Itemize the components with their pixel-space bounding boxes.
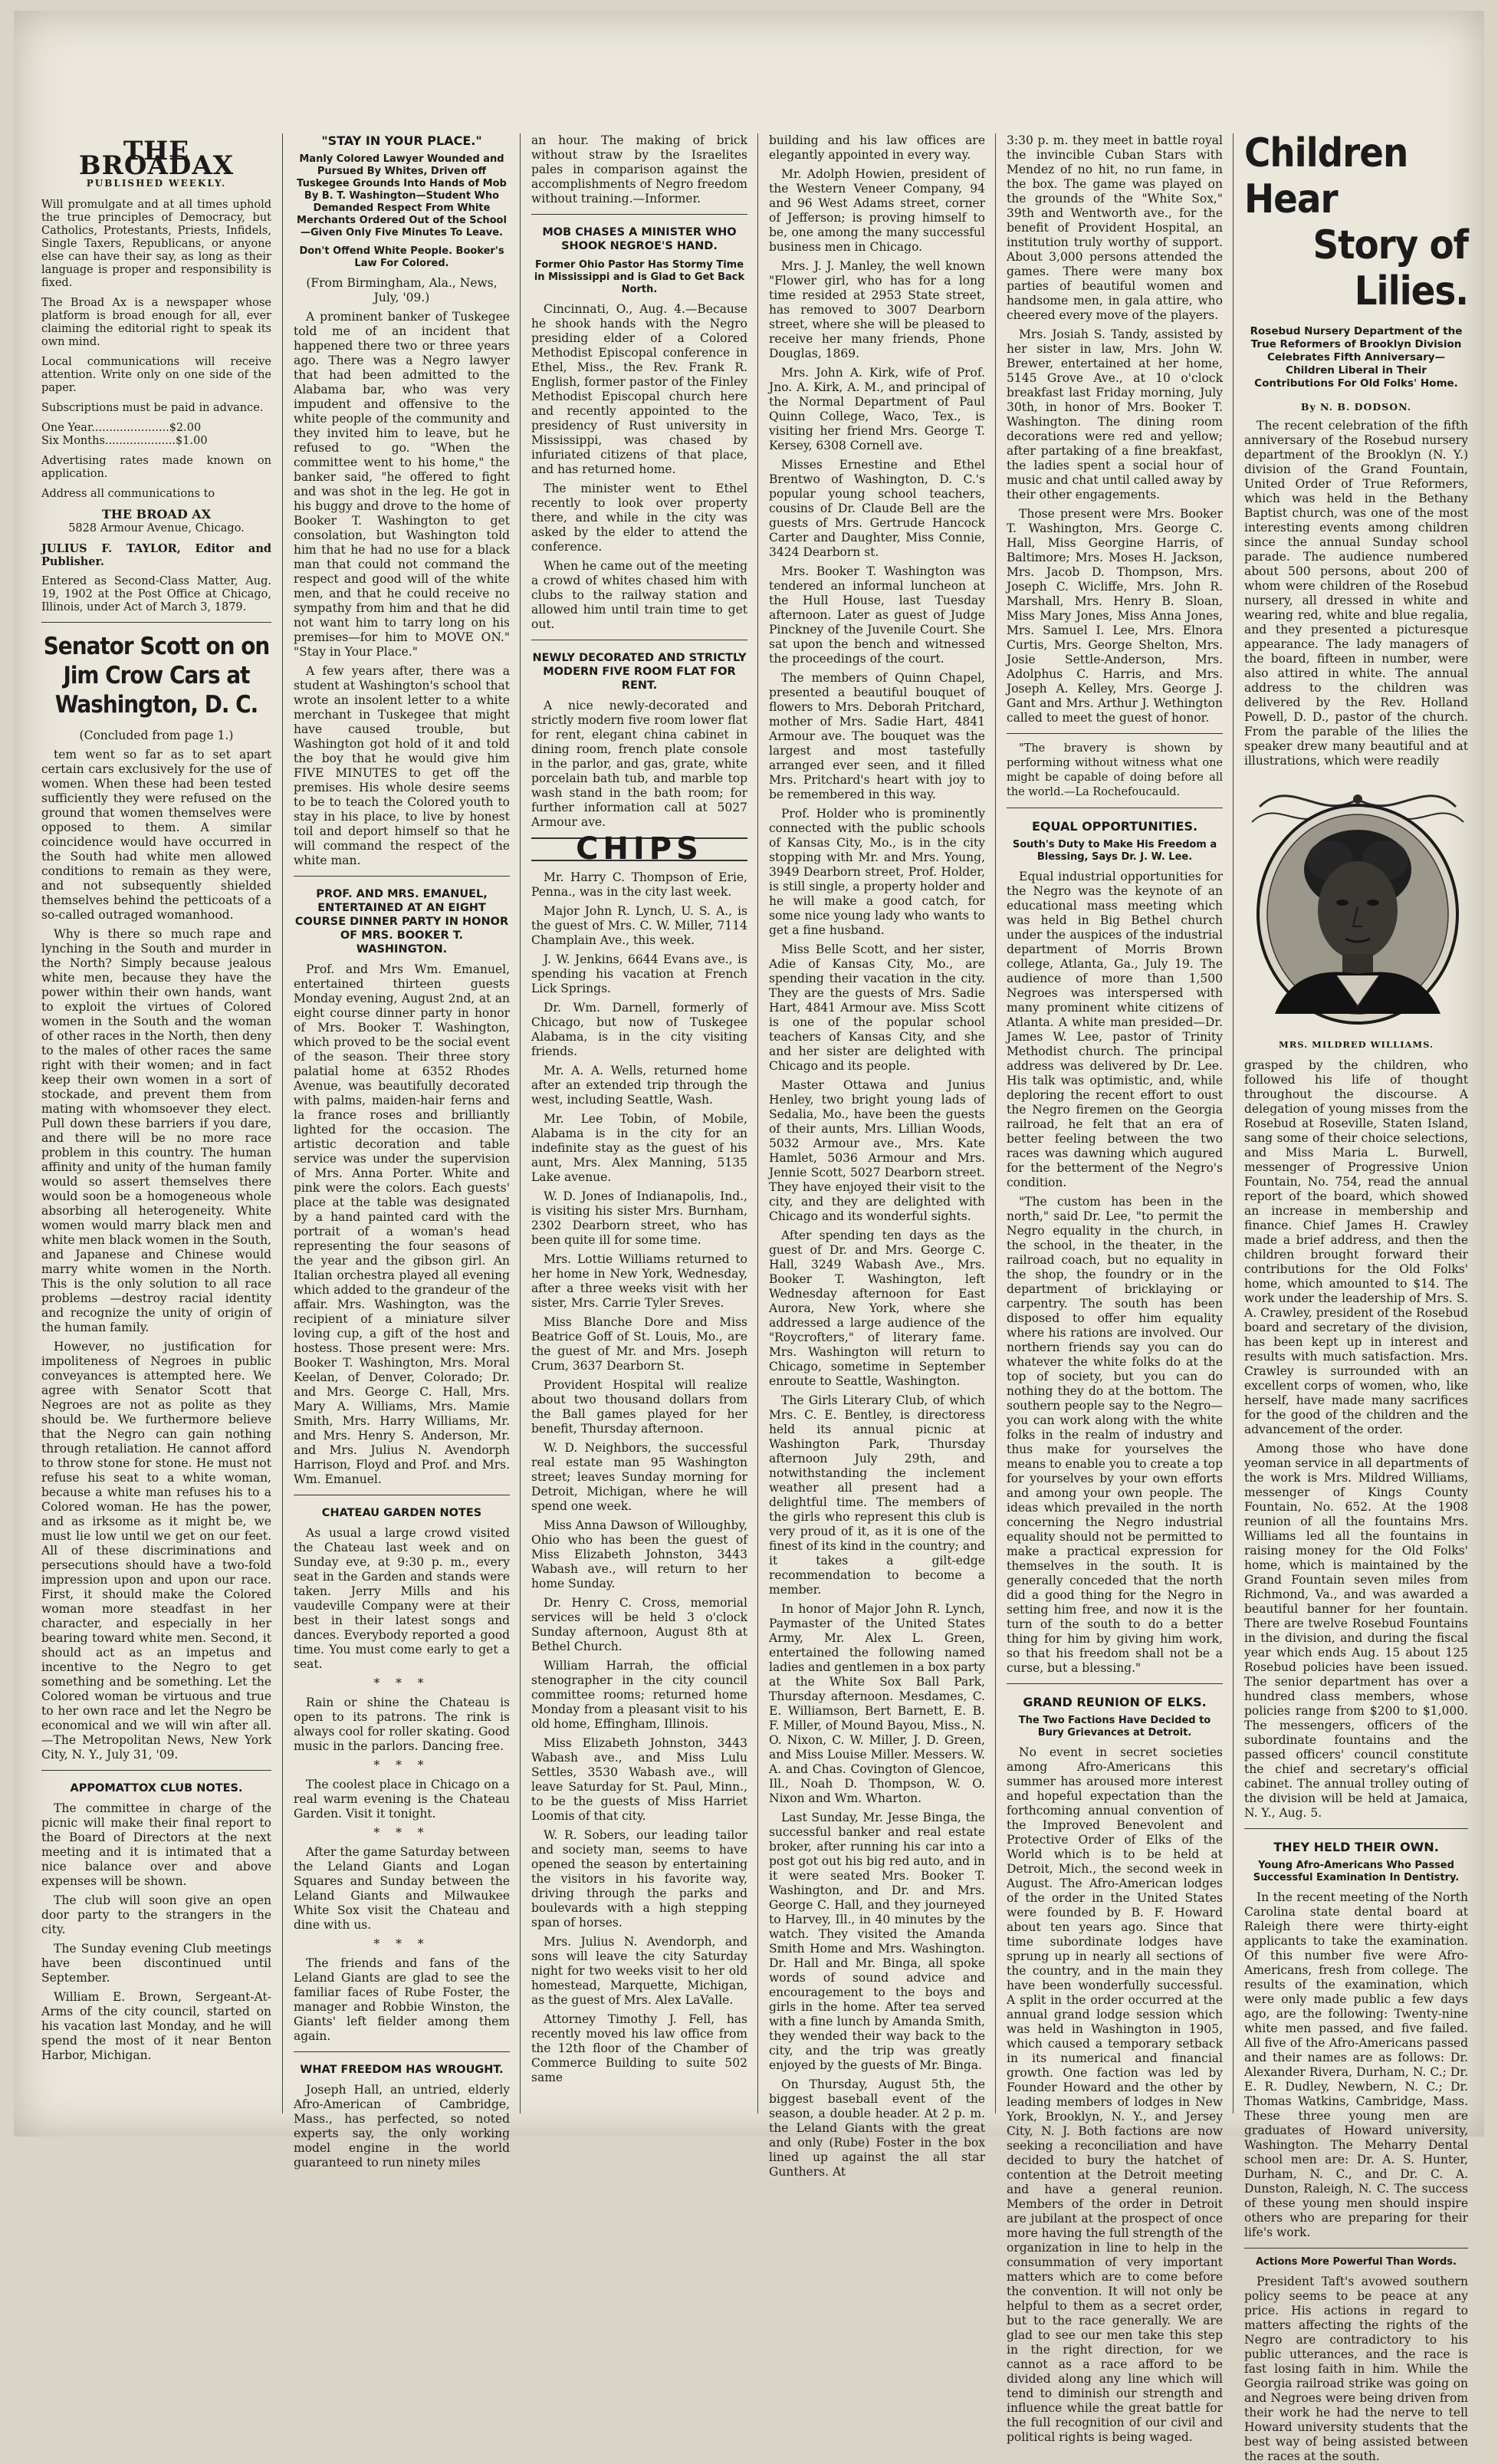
article-paragraph: Equal industrial opportunities for the Negro was the keynote of an educational mass meeting which was held in Big Bethel church under the auspices of the industrial department of Morris Brown college, Atlanta, Ga., July 19. The audience of more than 1,500 Negroes was interspersed with many prominent white citizens of Atlanta. A white man presided—Dr. James W. Lee, pastor of Trinity Methodist church. The principal address was delivered by Dr. Lee. His talk was optimistic, and, while deploring the recent effort to oust the Negro firemen on the Georgia railroad, he felt that an era of better feeling between the two races was dawning which augured for the betterment of the Negro's condition. [1007,870,1223,1189]
column-3 [531,133,747,2114]
chip-item: On Thursday, August 5th, the biggest baseball event of the season, a double header. At 2 p. m. the Leland Giants with the great and only (Rube) Foster in the box lined up against the all star Gunthers. At [769,2077,985,2179]
article-paragraph: The club will soon give an open door party to the strangers in the city. [41,1893,271,1936]
article-paragraph: an hour. The making of brick without straw by the Israelites pales in comparison against the accomplishments of Negro freedom without training.—Informer. [531,133,747,206]
article-paragraph: No event in secret societies among Afro-Americans this summer has aroused more interest and hopeful expectation than the forthcoming annual convention of the Improved Benevolent and Protective Order of Elks of the World which is to be held at Detroit, Mich., the second week in August. The Afro-American lodges of the order in the United States were founded by B. F. Howard about ten years ago. Since that time subordinate lodges have sprung up in nearly all sections of the country, and in the main they have been wonderfully successful. A split in the order occurred at the annual grand lodge session which was held in Washington in 1905, which caused a temporary setback in its numerical and financial growth. One faction was led by Founder Howard and the other by leading members of lodges in New York, Brooklyn, N. Y., and Jersey City, N. J. Both factions are now seeking a reconciliation and have decided to bury the hatchet of contention at the Detroit meeting and have a general reunion. Members of the order in Detroit are jubilant at the prospect of once more having the full strength of the organization in line to help in the consummation of very important matters which are to come before the convention. It will not only be helpful to them as a secret order, but to the race generally. We are glad to see our men take this step in the right direction, for we cannot as a race afford to be divided along any line which will tend to diminish our strength and influence while the great battle for the full recognition of our civil and political rights is being waged. [1007,1745,1223,2444]
divider [1244,1828,1468,1829]
chip-item: Major John R. Lynch, U. S. A., is the guest of Mrs. C. W. Miller, 7114 Champlain Ave., this week. [531,904,747,947]
portrait-caption: MRS. MILDRED WILLIAMS. [1278,1039,1434,1050]
chip-item: Miss Elizabeth Johnston, 3443 Wabash ave., and Miss Lulu Settles, 3530 Wabash ave., will leave Saturday for St. Paul, Minn., to be the guests of Miss Harriet Loomis of that city. [531,1736,747,1823]
separator: * * * [373,1758,430,1772]
info-text: Local communications will receive attention. Write only on one side of the paper. [41,356,271,394]
column-4 [769,133,985,2179]
article-paragraph: In the recent meeting of the North Carolina state dental board at Raleigh there were thirty-eight applicants to take the examination. Of this number five were Afro-Americans, fresh from college. The results of the examination, which were only made public a few days ago, are the following: Twenty-nine white men passed, and five failed. All five of the Afro-Americans passed and their names are as follows: Dr. Alexander Rivera, Durham, N. C.; Dr. E. R. Dudley, Newbern, N. C.; Dr. Thomas Watkins, Cambridge, Mass. These three young men are graduates of Howard university, Washington. The Meharry Dental school men are: Dr. A. S. Hunter, Durham, N. C., and Dr. C. A. Dunston, Raleigh, N. C. The success of these young men should inspire others who are preparing for their life's work. [1244,1890,1468,2239]
chip-item: William Harrah, the official stenographer in the city council committee rooms; returned home Monday from a pleasant visit to his old home, Effingham, Illinois. [531,1659,747,1731]
chip-item: Mrs. Lottie Williams returned to her home in New York, Wednesday, after a three weeks visit with her sister, Mrs. Carrie Tyler Sreves. [531,1252,747,1310]
chip-item: Mr. Adolph Howien, president of the Western Veneer Company, 94 and 96 West Adams street, corner of Jefferson; is proving himself to be, one among the many successful business men in Chicago. [769,167,985,254]
divider [531,214,747,215]
headline-line: Story of Lilies. [1312,222,1468,314]
portrait-image [1244,776,1471,1029]
info-text: Subscriptions must be paid in advance. [41,402,264,414]
column-rule [995,133,996,2114]
subhead: Manly Colored Lawyer Wounded and Pursued By Whites, Driven off Tuskegee Grounds Into Hands of Mob By B. T. Washington—Student Who Demanded Respect From White Merchants Ordered Out of the School—Given Only Five Minutes To Leave. [297,153,507,239]
article-paragraph: The friends and fans of the Leland Giants are glad to see the familiar faces of Rube Foster, the manager and Robbie Winston, the Giants' left fielder among them again. [294,1956,510,2043]
chip-item: After spending ten days as the guest of Dr. and Mrs. George C. Hall, 3249 Wabash Ave., Mrs. Booker T. Washington, left Wednesday afternoon for East Aurora, New York, where she addressed a large audience of the "Roycrofters," of literary fame. Mrs. Washington will return to Chicago, sometime in September enroute to Seattle, Washington. [769,1229,985,1388]
chip-item: Mrs. Julius N. Avendorph, and sons will leave the city Saturday night for two weeks visit to her old homestead, Marquette, Michigan, as the guest of Mrs. Alex LaValle. [531,1935,747,2007]
article-paragraph: However, no justification for impoliteness of Negroes in public conveyances is attempted here. We agree with Senator Scott that Negroes are not as polite as they should be. We furthermore believe that the Negro can gain nothing through retaliation. He cannot afford to throw stone for stone. He must not refuse his seat to a white woman, because a white man refuses his to a Colored woman. He has the power, and as irksome as it might be, we must lie low until we get on our feet. All of these discriminations and persecutions should have a two-fold impression upon and upon our race. First, it should make the Colored woman more steadfast in her character, and especially in her bearing toward white men. Second, it should act as an impetus and incentive to the Negro to get something and be something. Let the Colored woman be virtuous and true to her own race and let the Negro be economical and we will win after all.—The Metropolitan News, New York City, N. Y., July 31, '09. [41,1340,271,1762]
chip-item: W. D. Jones of Indianapolis, Ind., is visiting his sister Mrs. Burnham, 2302 Dearborn street, who has been quite ill for some time. [531,1189,747,1247]
chip-item: Mr. Lee Tobin, of Mobile, Alabama is in the city for an indefinite stay as the guest of his aunt, Mrs. Alex Manning, 5135 Lake avenue. [531,1112,747,1184]
divider [41,622,271,623]
byline: By N. B. DODSON. [1300,401,1412,413]
subhead: The Two Factions Have Decided to Bury Grievances at Detroit. [1018,1715,1211,1739]
column-rule [520,133,521,2114]
info-text: Six Months....................$1.00 [41,435,208,447]
info-text: Will promulgate and at all times uphold the true principles of Democracy, but Catholics, Protestants, Priests, Infidels, Single Taxers, Republicans, or anyone else can have their say, as long as their language is proper and responsibility is fixed. [41,199,271,289]
headline-mob-chases-minister: MOB CHASES A MINISTER WHO SHOOK NEGROE'S HAND. [542,226,737,252]
chip-item: Mr. A. A. Wells, returned home after an extended trip through the west, including Seattle, Wash. [531,1064,747,1107]
column-6 [1244,126,1468,2463]
column-rule [1233,133,1234,2114]
chip-item: Mr. Harry C. Thompson of Erie, Penna., was in the city last week. [531,870,747,899]
chip-item: W. D. Neighbors, the successful real estate man 95 Washington street; leaves Sunday morning for Detroit, Michigan, where he will spend one week. [531,1441,747,1513]
article-paragraph: grasped by the children, who followed his life of thought throughout the discourse. A delegation of young misses from the Rosebud at Roseville, Staten Island, sang some of their choice selections, and Miss Maria L. Burwell, messenger of Progressive Union Fountain, No. 754, read the annual report of the board, which showed an increase in membership and finance. Chief James H. Crawley made a brief address, and then the children brought forward their contributions for the Old Folks' home, which amounted to $14. The work under the leadership of Mrs. S. A. Crawley, president of the Rosebud board and secretary of the division, has been kept up in interest and results with much satisfaction. Mrs. Crawley is surrounded with an excellent corps of women, who, like herself, have made many sacrifices for the good of the children and the advancement of the order. [1244,1058,1468,1436]
article-paragraph: As usual a large crowd visited the Chateau last week and on Sunday eve, at 9:30 p. m., every seat in the Garden and stands were taken. Jerry Mills and his vaudeville Company were at their best in their latest songs and dances. Everybody reported a good time. You must come early to get a seat. [294,1526,510,1671]
article-paragraph: Among those who have done yeoman service in all departments of the work is Mrs. Mildred Williams, messenger of Kings County Fountain, No. 652. At the 1908 reunion of all the fountains Mrs. Williams led all the fountains in raising money for the Old Folks' home, which is maintained by the Grand Fountain seven miles from Richmond, Va., and was awarded a beautiful banner for her fountain. There are twelve Rosebud Fountains in the division, and during the fiscal year which ends Aug. 15 about 125 Rosebud policies have been issued. The senior department has over a hundred class members, whose policies range from $200 to $1,000. The messengers, officers of the subordinate fountains and the passed officers' council constitute the chief and secretary's official cabinet. The annual trolley outing of the division will be held at Jamaica, N. Y., Aug. 5. [1244,1442,1468,1820]
article-paragraph: A few years after, there was a student at Washington's school that wrote an insolent letter to a white merchant in Tuskegee that might have caused trouble, but Washington got hold of it and told the boy that he would give him FIVE MINUTES to get off the premises. His whole desire seems to be to teach the Colored youth to stay in his place, to live by honest toil and deport himself so that he will command the respect of the white man. [294,664,510,867]
subhead: South's Duty to Make His Freedom a Blessing, Says Dr. J. W. Lee. [1012,839,1217,863]
article-paragraph: The minister went to Ethel recently to look over property there, and while in the city was asked by the elder to attend the conference. [531,482,747,554]
chip-item: Mrs. Josiah S. Tandy, assisted by her sister in law, Mrs. John W. Brewer, entertained at her home, 5145 Grove Ave., at 10 o'clock breakfast last Friday morning, July 30th, in honor of Mrs. Booker T. Washington. The dining room decorations were red and yellow; after partaking of a fine breakfast, the ladies spent a social hour of music and chat until called away by their other engagements. [1007,327,1223,502]
quotation: "The bravery is shown by performing without witness what one might be capable of doing before all the world.—La Rochefoucauld. [1007,742,1223,798]
chip-item: In honor of Major John R. Lynch, Paymaster of the United States Army, Mr. Alex L. Green, entertained the following named ladies and gentlemen in a box party at the White Sox Ball Park, Thursday afternoon. Mesdames, C. E. Williamson, Bert Barnett, E. B. F. Miller, of Mound Bayou, Miss., N. O. Nixon, C. W. Miller, J. D. Green, and Miss Louise Miller. Messers. W. A. and Chas. Covington of Glencoe, Ill., Noah D. Thompson, W. O. Nixon and Wm. Wharton. [769,1602,985,1805]
address-street: 5828 Armour Avenue, Chicago. [68,522,245,535]
headline-flat-for-rent: NEWLY DECORATED AND STRICTLY MODERN FIVE ROOM FLAT FOR RENT. [532,652,747,692]
entered-notice: Entered as Second-Class Matter, Aug. 19, 1902 at the Post Office at Chicago, Illinois, under Act of March 3, 1879. [41,575,271,614]
portrait-illustration [1244,776,1471,1033]
chip-item: W. R. Sobers, our leading tailor and society man, seems to have opened the season by entertaining the visitors in his favorite way, driving through the parks and boulevards with a high stepping span of horses. [531,1828,747,1929]
chip-item: Miss Blanche Dore and Miss Beatrice Goff of St. Louis, Mo., are the guest of Mr. and Mrs. Joseph Crum, 3637 Dearborn St. [531,1315,747,1373]
separator: * * * [373,1937,430,1951]
article-paragraph: The Sunday evening Club meetings have been discontinued until September. [41,1942,271,1985]
continuation-note: (Concluded from page 1.) [79,729,234,742]
divider [41,1770,271,1771]
headline-children-hear-lilies [1244,130,1468,314]
divider [1007,733,1223,734]
headline-held-their-own: THEY HELD THEIR OWN. [1273,1840,1439,1854]
headline-freedom-wrought: WHAT FREEDOM HAS WROUGHT. [300,2064,504,2076]
chip-item: Prof. Holder who is prominently connected with the public schools of Kansas City, Mo., is in the city stopping with Mr. and Mrs. Young, 3949 Dearborn street, Prof. Holder, is still single, a property holder and he will make a good catch, for some nice young lady who wants to get a fine husband. [769,807,985,937]
chip-item: Dr. Henry C. Cross, memorial services will be held 3 o'clock Sunday afternoon, August 8th at Bethel Church. [531,1596,747,1653]
publisher-info [41,199,271,614]
separator: * * * [373,1826,430,1840]
newspaper-page [14,11,1484,2463]
article-paragraph: After the game Saturday between the Leland Giants and Logan Squares and Sunday between the Leland Giants and Milwaukee White Sox visit the Chateau and dine with us. [294,1845,510,1932]
published-weekly: PUBLISHED WEEKLY. [86,178,227,189]
info-text: The Broad Ax is a newspaper whose platform is broad enough for all, ever claiming the editorial right to speak its own mind. [41,297,271,348]
headline-emanuel-dinner: PROF. AND MRS. EMANUEL, ENTERTAINED AT AN EIGHT COURSE DINNER PARTY IN HONOR OF MRS. BOOKER T. WASHINGTON. [294,888,509,956]
article-paragraph: Cincinnati, O., Aug. 4.—Because he shook hands with the Negro presiding elder of a Colored Methodist Episcopal conference in Ethel, Miss., the Rev. Frank R. English, former pastor of the Finley Methodist Episcopal church here and recently appointed to the presidency of Rust university in Mississippi, was chased by infuriated citizens of that place, and has returned home. [531,302,747,476]
column-rule [757,133,758,2114]
chip-item: The Girls Literary Club, of which Mrs. C. E. Bentley, is directoress held its annual picnic at Washington Park, Thursday afternoon July 29th, and notwithstanding the inclement weather all present had a delightful time. The members of the girls who represent this club is very proud of it, as it is one of the finest of its kind in the country; and it takes a gilt-edge recommendation to become a member. [769,1393,985,1597]
chip-item: Last Sunday, Mr. Jesse Binga, the successful banker and real estate broker, after running his car into a post got out his big red auto, and in it were seated Mrs. Booker T. Washington, and Dr. and Mrs. George C. Hall, and they journeyed to Harvey, Ill., in 40 minutes by the watch. They visited the Amanda Smith Home and Mrs. Washington. Dr. Hall and Mr. Binga, all spoke words of sound advice and encouragement to the boys and girls in the home. After tea served with a fine lunch by Amanda Smith, they wended their way back to the city, and the trip was greatly enjoyed by the guests of Mr. Binga. [769,1811,985,2072]
column-5 [1007,133,1223,2444]
article-paragraph: Why is there so much rape and lynching in the South and murder in the North? Simply because jealous white men, because they have the power within their own hands, want to exploit the virtues of Colored women in the South and the woman of other races in the North, then deny to the males of other races the same right with their women; and in fact keep their own women in a sort of stockade, and prevent them from mating with whomsoever they elect. Pull down these barriers if you dare, and there will be no more race problem in this country. The human affinity and unity of the human family would so assert themselves there would soon be a homogeneous whole absorbing all heterogeneity. White women would marry black men and white men black women in the South, and Japanese and Chinese would marry white women in the North. This is the only solution to all race problems —destroy racial identity and recognize the unity of origin of the human family. [41,927,271,1334]
chip-item: Mrs. Booker T. Washington was tendered an informal luncheon at the Hull House, last Tuesday afternoon. Later as guest of Judge Pinckney of the Juvenile Court. She sat upon the bench and witnessed the proceedings of the court. [769,564,985,666]
info-text: One Year......................$2.00 [41,422,202,434]
chip-item: building and his law offices are elegantly appointed in every way. [769,133,985,162]
chip-item: Mrs. John A. Kirk, wife of Prof. Jno. A. Kirk, A. M., and principal of the Normal Department of Paul Quinn College, Waco, Tex., is visiting her friend Mrs. George T. Kersey, 6308 Cornell ave. [769,366,985,452]
subhead: Young Afro-Americans Who Passed Successful Examination In Dentistry. [1253,1860,1460,1883]
headline-senator-scott: Senator Scott on on Jim Crow Cars at Washington, D. C. [43,633,270,719]
chip-item: The members of Quinn Chapel, presented a beautiful bouquet of flowers to Mrs. Deborah Pritchard, mother of Mrs. Sadie Hart, 4841 Armour ave. The bouquet was the largest and most tastefully arranged ever seen, and it filled Mrs. Pritchard's heart with joy to be remembered in this way. [769,671,985,801]
chip-item: Attorney Timothy J. Fell, has recently moved his law office from the 12th floor of the Chamber of Commerce Building to suite 502 same [531,2012,747,2084]
headline-reunion-of-elks: GRAND REUNION OF ELKS. [1023,1695,1207,1709]
separator: * * * [373,1676,430,1690]
chip-item: Miss Belle Scott, and her sister, Adie of Kansas City, Mo., are spending their vacation in the city. They are the guests of Mrs. Sadie Hart, 4841 Armour ave. Miss Scott is one of the popular school teachers of Kansas City, and she and her sister are delighted with Chicago and its people. [769,943,985,1073]
divider [294,876,510,877]
column-rule [282,133,283,2114]
chip-item: Miss Anna Dawson of Willoughby, Ohio who has been the guest of Miss Elizabeth Johnston, 3443 Wabash ave., will return to her home Sunday. [531,1518,747,1591]
info-text: Advertising rates made known on application. [41,455,271,480]
article-paragraph: Joseph Hall, an untried, elderly Afro-American of Cambridge, Mass., has perfected, so noted experts say, the only working model engine in the world guaranteed to run ninety miles [294,2083,510,2170]
chip-item: Mrs. J. J. Manley, the well known "Flower girl, who has for a long time resided at 2953 State street, has removed to 3007 Dearborn street, where she will be pleased to receive her many friends, Phone Douglas, 1869. [769,259,985,360]
chip-item: 3:30 p. m. they meet in battle royal the invincible Cuban Stars with Mendez of no hit, no run fame, in the box. The game was played on the grounds of the "White Sox," 39th and Wentworth ave., for the benefit of Provident Hospital, an institution truly worthy of support. About 3,000 persons attended the games. There were many box parties of beautiful women and handsome men, in gala attire, who cheered every move of the players. [1007,133,1223,322]
article-paragraph: Rain or shine the Chateau is open to its patrons. The rink is always cool for roller skating. Good music in the parlors. Dancing free. [294,1696,510,1753]
article-paragraph: A prominent banker of Tuskegee told me of an incident that happened there two or three years ago. There was a Negro lawyer that had been admitted to the Alabama bar, who was very impudent and offensive to the white people of the community and they invited him to leave, but he refused to go. "When the committee went to his home," the banker said, "he offered to fight and was shot in the leg. He got in his buggy and drove to the home of Booker T. Washington to get consolation, but Washington told him that he had no use for a black man that could not command the respect and good will of the white men, and that he could receive no sympathy from him and that he did not want him to tarry long on his premises—for him to MOVE ON." "Stay in Your Place." [294,310,510,659]
headline-actions-words: Actions More Powerful Than Words. [1256,2256,1457,2268]
column-1 [41,136,271,2114]
article-paragraph: William E. Brown, Sergeant-At-Arms of the city council, started on his vacation last Monday, and he will spend the most of it near Benton Harbor, Michigan. [41,1990,271,2062]
article-paragraph: The recent celebration of the fifth anniversary of the Rosebud nursery department of the Brooklyn (N. Y.) division of the Grand Fountain, United Order of True Reformers, which was held in the Bethany Baptist church, was one of the most interesting events among children since the annual Sunday school parade. The audience numbered about 500 persons, about 200 of whom were children of the Rosebud nursery, all dressed in white and wearing red, white and blue regalia, and they presented a picturesque appearance. The lady managers of the board, fifteen in number, were also attired in white. The annual address to the children was delivered by the Rev. Holland Powell, D. D., pastor of the church. From the parable of the lilies the speaker drew many beautiful and at illustrations, which were readily [1244,419,1468,768]
divider [1244,2248,1468,2249]
chip-item: Master Ottawa and Junius Henley, two bright young lads of Sedalia, Mo., have been the guests of their aunts, Mrs. Lillian Woods, 5032 Armour ave., Mrs. Kate Hamlet, 5036 Armour and Mrs. Jennie Scott, 5027 Dearborn street. They have enjoyed their visit to the city, and they are delighted with Chicago and its wonderful sights. [769,1078,985,1223]
headline-appomattox: APPOMATTOX CLUB NOTES. [70,1782,243,1795]
subhead: Don't Offend White People. Booker's Law For Colored. [299,245,504,269]
chip-item: J. W. Jenkins, 6644 Evans ave., is spending his vacation at French Lick Springs. [531,952,747,995]
article-paragraph: A nice newly-decorated and strictly modern five room lower flat for rent, elegant china cabinet in dining room, french plate console in the parlor, and gas, grate, white porcelain bath tub, and marble top wash stand in the bath room; for further information call at 5027 Armour ave. [531,699,747,829]
address-name: THE BROAD AX [101,507,212,521]
divider [1007,1683,1223,1684]
info-text: Address all communications to [41,488,215,500]
headline-chateau-garden: CHATEAU GARDEN NOTES [321,1507,482,1519]
subhead: Former Ohio Pastor Has Stormy Time in Mississippi and is Glad to Get Back North. [534,259,745,295]
article-paragraph: "The custom has been in the north," said Dr. Lee, "to permit the Negro equality in the church, in the school, in the theater, in the railroad coach, but no equality in the shop, the foundry or in the department of bricklaying or carpentry. The south has been disposed to offer him equality where his rations are involved. Our northern friends say you can do whatever the white folks do at the top of society, but you can do nothing they do at the bottom. The southern people say to the Negro—you can work along with the white folks in the realm of industry and thus make for yourselves the means to enable you to create a top for yourselves by your own efforts and among your own people. The ideas which prevailed in the north concerning the Negro industrial equality should not be permitted to make a practical expression for themselves in the south. It is generally conceded that the north did a good thing for the Negro in setting him free, and now it is the turn of the south to do a better thing for him by giving him work, so that his freedom shall not be a curse, but a blessing." [1007,1195,1223,1675]
headline-line: Children Hear [1244,130,1408,222]
headline-stay-in-place: "STAY IN YOUR PLACE." [321,133,482,148]
article-paragraph: The committee in charge of the picnic will make their final report to the Board of Directors at the next meeting and it is intimated that a nice balance over and above expenses will be shown. [41,1801,271,1888]
divider [294,2051,510,2052]
column-2 [294,133,510,2170]
article-paragraph: The coolest place in Chicago on a real warm evening is the Chateau Garden. Visit it tonight. [294,1778,510,1821]
chip-item: Misses Ernestine and Ethel Brentwo of Washington, D. C.'s popular young school teachers, cousins of Dr. Claude Bell are the guests of Mrs. Gertrude Hancock Carter and Daughter, Miss Connie, 3424 Dearborn st. [769,458,985,559]
editor-line: JULIUS F. TAYLOR, Editor and Publisher. [41,542,271,568]
chip-item: Provident Hospital will realize about two thousand dollars from the Ball games played for her benefit, Thursday afternoon. [531,1378,747,1436]
headline-equal-opportunities: EQUAL OPPORTUNITIES. [1031,819,1198,834]
article-paragraph: When he came out of the meeting a crowd of whites chased him with clubs to the railway station and allowed him until train time to get out. [531,559,747,631]
chip-item: Those present were Mrs. Booker T. Washington, Mrs. George C. Hall, Miss Georgine Harris, of Baltimore; Mrs. Moses H. Jackson, Mrs. Jacob D. Thompson, Mrs. Joseph C. Wicliffe, Mrs. John R. Marshall, Mrs. Henry B. Sloan, Miss Mary Jones, Miss Anna Jones, Mrs. Samuel I. Lee, Mrs. Elnora Curtis, Mrs. George Shelton, Mrs. Josie Settle-Anderson, Mrs. Adolphus C. Harris, and Mrs. Joseph A. Kelley, Mrs. George J. Gant and Mrs. Arthur J. Wethington called to meet the guest of honor. [1007,507,1223,725]
article-paragraph: Prof. and Mrs Wm. Emanuel, entertained thirteen guests Monday evening, August 2nd, at an eight course dinner party in honor of Mrs. Booker T. Washington, which proved to be the social event of the season. Their three story palatial home at 6352 Rhodes Avenue, was beautifully decorated with palms, maiden-hair ferns and la france roses and brilliantly lighted for the occasion. The artistic decoration and table service was under the supervision of Mrs. Anna Porter. White and pink were the colors. Each guests' place at the table was designated by a hand painted card with the portrait of a woman's head representing the four seasons of the year and the gibson girl. An Italian orchestra played all evening which added to the grandeur of the affair. Mrs. Washington, was the recipient of a miniature silver loving cup, a gift of the host and hostess. Those present were: Mrs. Booker T. Washington, Mrs. Moral Keelan, of Denver, Colorado; Dr. and Mrs. George C. Hall, Mrs. Mary A. Williams, Mrs. Mamie Smith, Mrs. Harry Williams, Mr. and Mrs. Henry S. Anderson, Mr. and Mrs. Julius N. Avendorph Harrison, Floyd and Prof. and Mrs. Wm. Emanuel. [294,962,510,1486]
chips-section-header: CHIPS [531,837,747,861]
article-paragraph: President Taft's avowed southern policy seems to be peace at any price. His actions in regard to matters affecting the rights of the Negro are contradictory to his public utterances, and the race is fast losing faith in him. While the Georgia railroad strike was going on and Negroes were being driven from their work he had the nerve to tell Howard university students that the best way of being assisted between the races at the south. [1244,2275,1468,2463]
article-paragraph: tem went so far as to set apart certain cars exclusively for the use of women. When these had been tested sufficiently they were refused on the ground that women themselves were opposed to them. A similar coincidence would have occurred in the South had white men allowed conditions to remain as they were, and not subsequently shielded themselves behind the petticoats of a so-called outraged womanhood. [41,748,271,922]
subhead: Rosebud Nursery Department of the True Reformers of Brooklyn Division Celebrates Fifth Anniversary—Children Liberal in Their Contributions For Old Folks' Home. [1250,325,1463,390]
masthead: THE BROADAX [78,136,235,181]
dateline: (From Birmingham, Ala., News, July, '09.) [306,276,498,304]
chip-item: Dr. Wm. Darnell, formerly of Chicago, but now of Tuskegee Alabama, is in the city visiting friends. [531,1001,747,1058]
